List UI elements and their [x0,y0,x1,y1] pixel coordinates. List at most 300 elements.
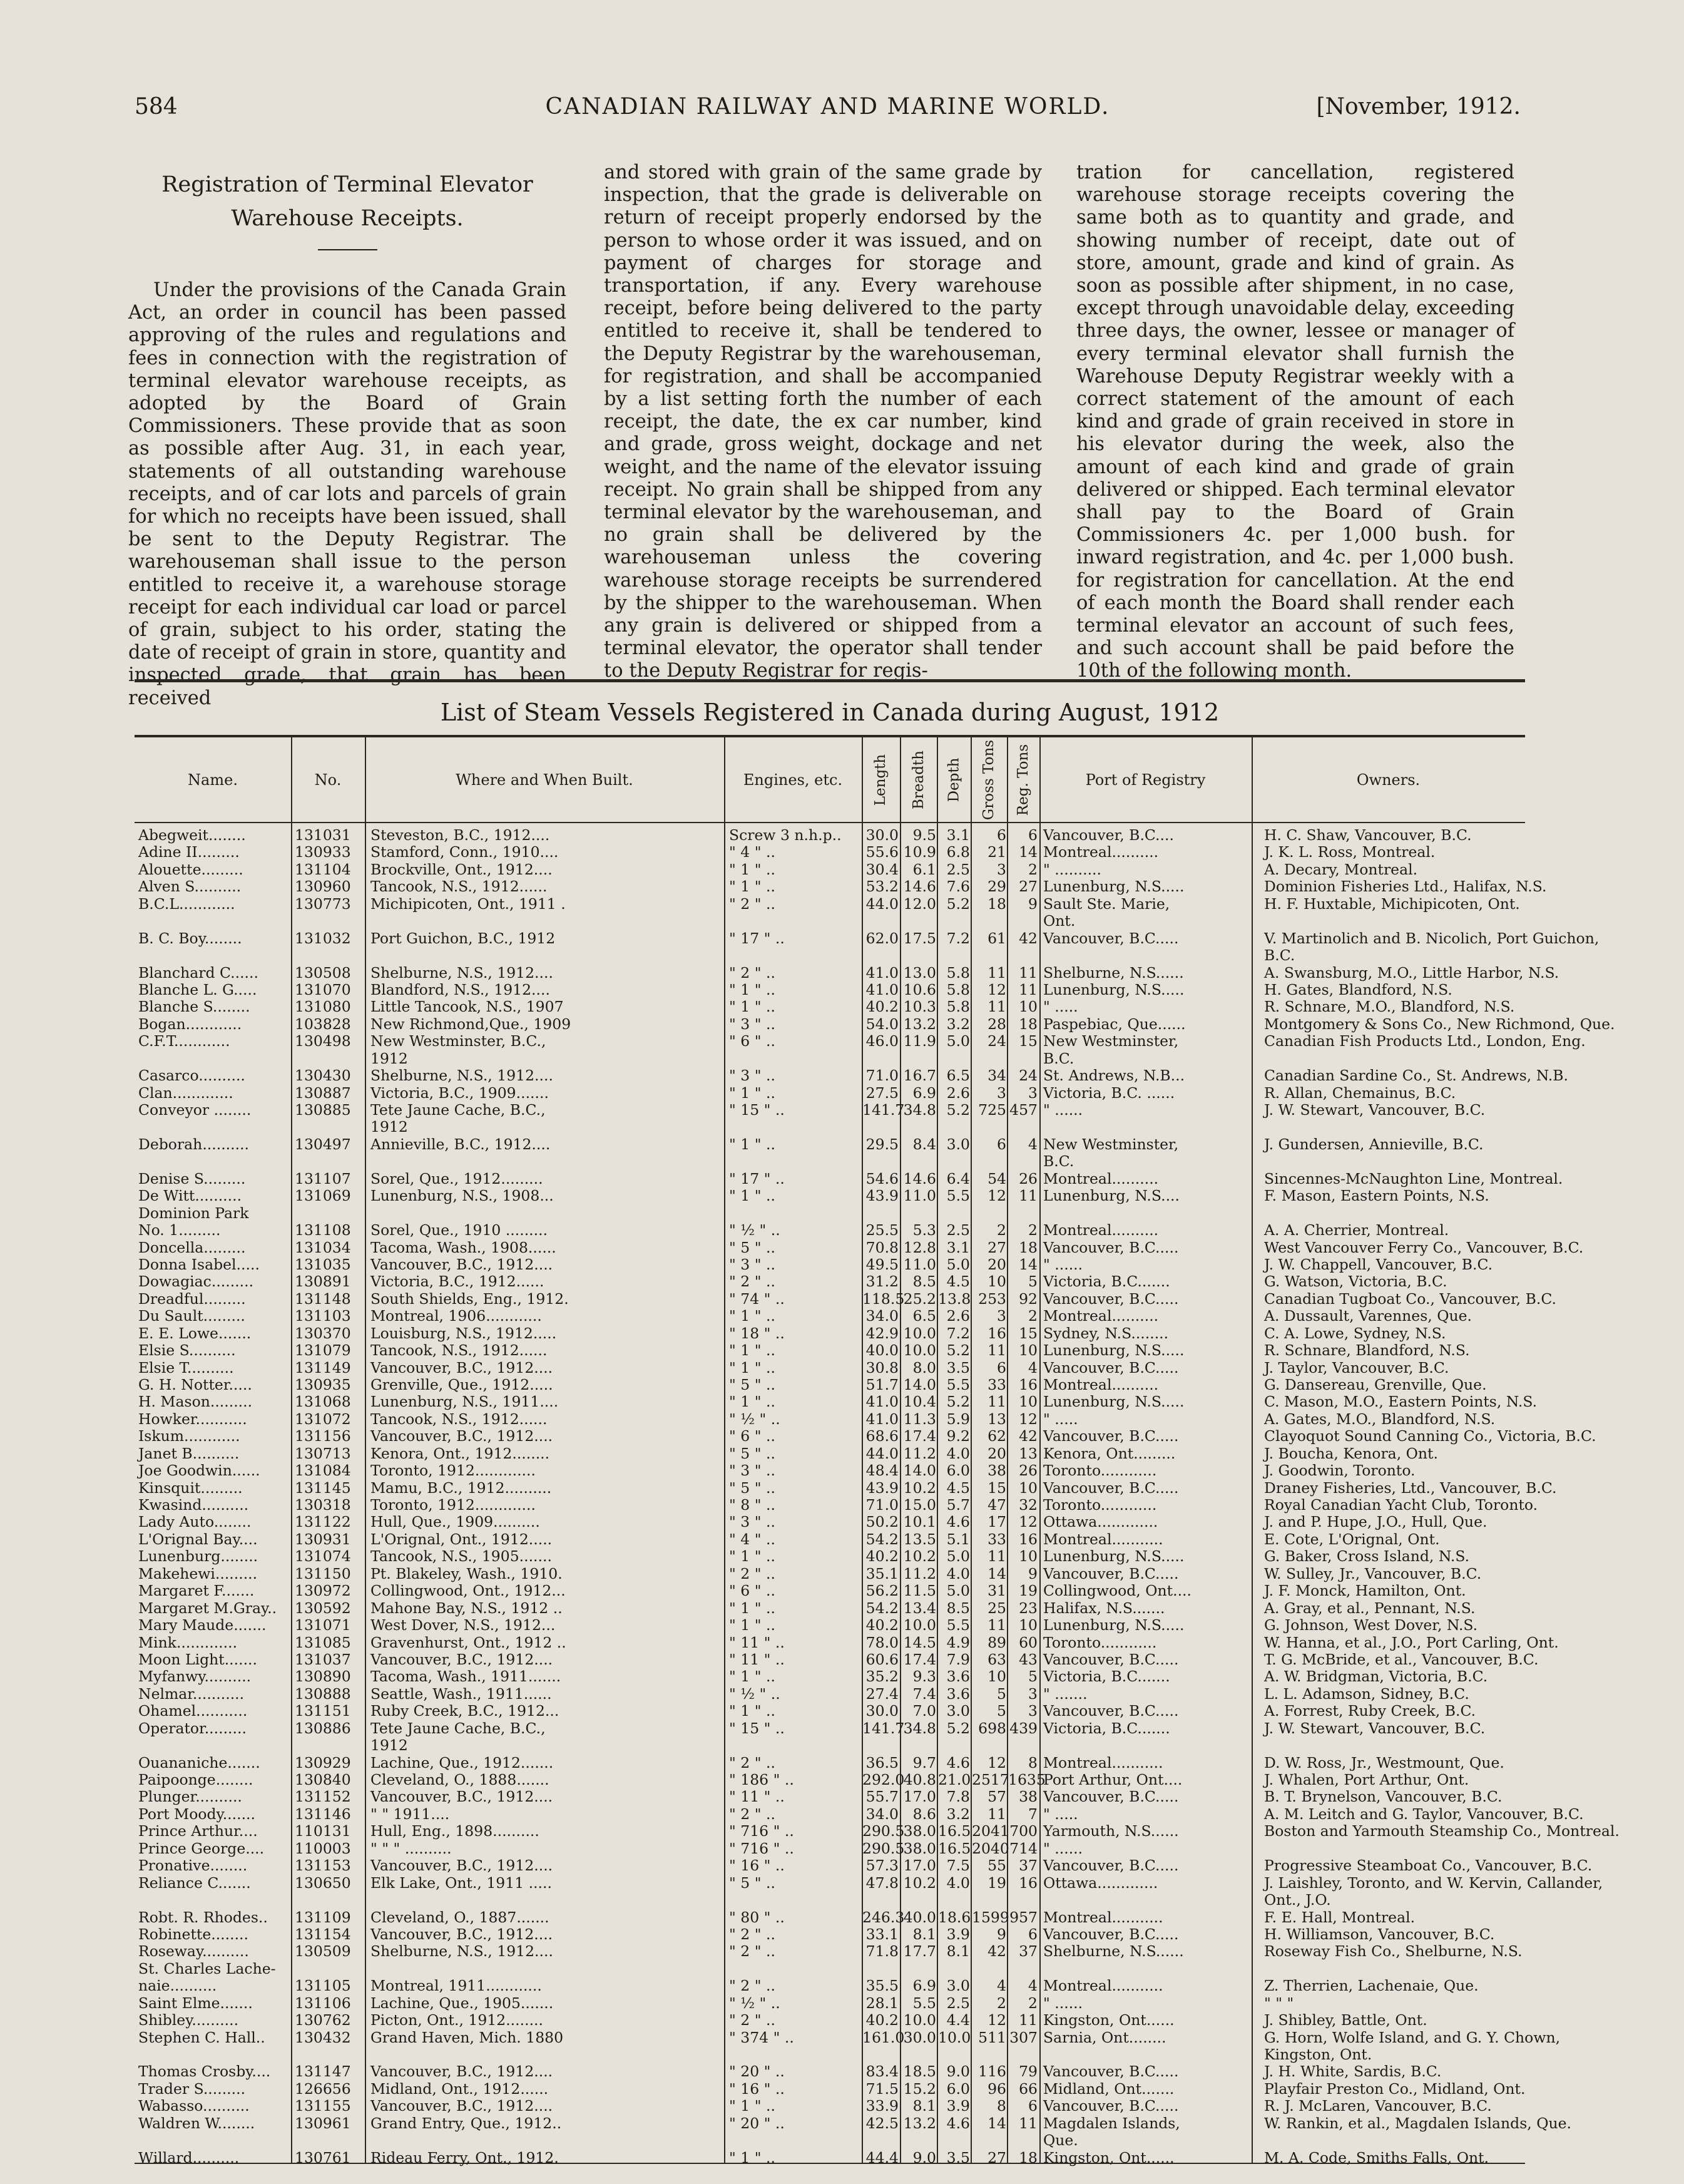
cell-dp: 3.5 [946,2148,970,2166]
cell-len: 54.2 [865,1599,899,1617]
cell-no: 130650 [295,1874,351,1892]
cell-where: Shelburne, N.S., 1912.... [370,1067,553,1085]
cell-gt: 18 [987,895,1006,913]
cell-where: Vancouver, B.C., 1912.... [370,2097,553,2115]
cell-own: J. Goodwin, Toronto. [1264,1462,1416,1480]
cell-dp: 3.1 [946,826,970,844]
cell-len: 34.0 [865,1307,899,1325]
cell-port: Shelburne, N.S...... [1043,1942,1184,1961]
cell-name: B.C.L............ [138,895,235,913]
cell-no: 130888 [295,1684,351,1703]
cell-where: Vancouver, B.C., 1912.... [370,1427,553,1445]
table-row [135,1273,1525,1289]
cell-len: 83.4 [865,2063,899,2081]
cell-eng: " 1 " .. [729,998,775,1016]
table-row [135,878,1547,896]
cell-port: Shelburne, N.S...... [1043,963,1184,982]
cell-no: 131085 [295,1633,351,1651]
cell-port: " ...... [1043,1101,1083,1119]
cell-eng: " 15 " .. [729,1101,785,1119]
cell-len: 33.9 [865,2097,899,2115]
cell-rt: 60 [1019,1633,1038,1651]
cell-gt: 96 [987,2079,1006,2098]
cell-no: 103828 [295,1015,351,1033]
cell-name: Iskum............ [138,1427,240,1445]
cell-own: A. Gray, et al., Pennant, N.S. [1264,1599,1476,1617]
cell-rt: 11 [1019,2114,1038,2132]
cell-own: Montgomery & Sons Co., New Richmond, Que. [1264,1015,1615,1033]
cell-name: Prince George.... [138,1839,265,1857]
cell-where: Picton, Ont., 1912........ [370,2011,543,2029]
cell-eng: Screw 3 n.h.p.. [729,826,842,844]
cell-own: V. Martinolich and B. Nicolich, Port Guichon, [1264,929,1600,947]
cell-port: Vancouver, B.C..... [1043,1479,1179,1497]
cell-own: R. Allan, Chemainus, B.C. [1264,1084,1456,1102]
cell-port: Vancouver, B.C..... [1043,1925,1179,1943]
cell-dp: 3.5 [946,1358,970,1377]
cell-gt: 31 [987,1582,1006,1600]
cell-br: 14.5 [903,1633,936,1651]
cell-len: 40.2 [865,998,899,1016]
cell-rt: 14 [1019,843,1038,861]
cell-gt: 33 [987,1530,1006,1548]
cell-gt: 9 [997,1925,1006,1943]
cell-no: 131079 [295,1341,351,1360]
cell-dp: 5.2 [946,1393,970,1411]
cell-br: 9.0 [912,2148,936,2166]
cell-port: Midland, Ont....... [1043,2079,1175,2098]
cell-port: Vancouver, B.C..... [1043,2097,1179,2115]
cell-eng: " 2 " .. [729,1805,775,1823]
cell-own: W. Sulley, Jr., Vancouver, B.C. [1264,1564,1482,1582]
cell-dp: 5.2 [946,1341,970,1360]
cell-port: Toronto............ [1043,1462,1157,1480]
cell-rt: 957 [1009,1908,1038,1926]
cell-len: 70.8 [865,1238,899,1256]
cell-len: 44.0 [865,1444,899,1462]
cell-br: 17.5 [903,929,936,947]
cell-own: Ont., J.O. [1264,1891,1331,1909]
cell-where: Seattle, Wash., 1911...... [370,1684,552,1703]
cell-len: 46.0 [865,1032,899,1050]
cell-no: 110131 [295,1822,351,1840]
cell-no: 110003 [295,1839,351,1857]
table-row [135,1926,1525,1942]
cell-where: Sorel, Que., 1912......... [370,1169,543,1187]
cell-port: Montreal........... [1043,1530,1163,1548]
cell-gt: 1599 [972,1908,1009,1926]
page-number: 584 [135,94,178,120]
table-row [135,1857,1593,1875]
cell-eng: " 1 " .. [729,1084,775,1102]
table-row [135,2046,1525,2063]
cell-eng: " 5 " .. [729,1874,775,1892]
cell-own: F. Mason, Eastern Points, N.S. [1264,1187,1489,1205]
cell-gt: 6 [997,1358,1006,1377]
cell-own: A. W. Bridgman, Victoria, B.C. [1264,1668,1488,1686]
cell-where: Louisburg, N.S., 1912..... [370,1324,557,1342]
cell-len: 141.7 [862,1101,905,1119]
table-body [135,823,1620,2166]
cell-no: 131104 [295,860,351,878]
cell-br: 14.0 [903,1375,936,1393]
cell-dp: 4.0 [946,1444,970,1462]
cell-where: Grand Haven, Mich. 1880 [370,2028,564,2046]
cell-where: Vancouver, B.C., 1912.... [370,1358,553,1377]
cell-br: 16.7 [903,1067,936,1085]
table-row [135,1462,1525,1479]
cell-eng: " ½ " .. [729,1410,780,1428]
cell-eng: " 1 " .. [729,1341,775,1360]
cell-len: 44.4 [865,2148,899,2166]
table-row [135,1617,1525,1633]
cell-own: J. W. Chappell, Vancouver, B.C. [1264,1255,1493,1273]
cell-where: New Richmond,Que., 1909 [370,1015,571,1033]
cell-port: New Westminster, [1043,1135,1179,1153]
cell-br: 12.0 [903,895,936,913]
cell-where: Vancouver, B.C., 1912.... [370,1925,553,1943]
cell-port: Ottawa............. [1043,1874,1158,1892]
table-row [135,1961,1525,1977]
cell-len: 40.2 [865,1547,899,1566]
cell-port: Vancouver, B.C..... [1043,2063,1179,2081]
cell-no: 131074 [295,1547,351,1566]
article-title-line-2: Warehouse Receipts. [231,206,464,231]
cell-port: Victoria, B.C....... [1043,1719,1170,1737]
cell-no: 131084 [295,1462,351,1480]
cell-gt: 20 [987,1444,1006,1462]
cell-name: Deborah.......... [138,1135,250,1153]
cell-where: " " " .......... [370,1839,452,1857]
cell-own: Z. Therrien, Lachenaie, Que. [1264,1977,1479,1995]
table-row [135,1205,1525,1221]
cell-name: Roseway.......... [138,1942,249,1961]
table-row [135,1788,1525,1805]
cell-where: 1912 [370,1118,408,1136]
table-row [135,2114,1571,2132]
cell-own: J. Gundersen, Annieville, B.C. [1264,1135,1484,1153]
cell-rt: 10 [1019,1393,1038,1411]
cell-gt: 10 [987,1668,1006,1686]
cell-gt: 57 [987,1788,1006,1806]
cell-name: Howker........... [138,1410,247,1428]
cell-gt: 62 [987,1427,1006,1445]
cell-br: 7.0 [912,1702,936,1720]
cell-where: Vancouver, B.C., 1912.... [370,1857,553,1875]
cell-port: Victoria, B.C. ...... [1043,1084,1175,1102]
cell-eng: " 1 " .. [729,1702,775,1720]
table-row [135,1050,1525,1067]
cell-no: 131037 [295,1650,351,1668]
cell-own: Canadian Tugboat Co., Vancouver, B.C. [1264,1289,1556,1308]
cell-rt: 3 [1028,1084,1038,1102]
table-row [135,844,1525,860]
cell-port: Ont. [1043,912,1076,930]
cell-port: Montreal........... [1043,1908,1163,1926]
cell-eng: " 6 " .. [729,1582,775,1600]
cell-rt: 11 [1019,1187,1038,1205]
cell-no: 130713 [295,1444,351,1462]
cell-no: 131148 [295,1289,351,1308]
cell-rt: 32 [1019,1496,1038,1514]
cell-port: Lunenburg, N.S..... [1043,980,1185,998]
cell-own: A. Forrest, Ruby Creek, B.C. [1264,1702,1476,1720]
header-reg-tons: Reg. Tons [1015,744,1032,816]
cell-len: 33.1 [865,1925,899,1943]
cell-where: Annieville, B.C., 1912.... [370,1135,551,1153]
cell-where: Tete Jaune Cache, B.C., [370,1101,546,1119]
cell-gt: 55 [987,1857,1006,1875]
cell-dp: 5.5 [946,1375,970,1393]
table-row [135,1805,1584,1823]
cell-rt: 13 [1019,1444,1038,1462]
cell-no: 130762 [295,2011,351,2029]
cell-len: 71.0 [865,1496,899,1514]
cell-len: 292.0 [862,1771,905,1788]
cell-br: 8.1 [912,2097,936,2115]
cell-gt: 27 [987,2148,1006,2166]
cell-eng: " 2 " .. [729,1942,775,1961]
cell-name: Reliance C....... [138,1874,251,1892]
table-row [135,1360,1525,1376]
cell-rt: 2 [1028,860,1038,878]
cell-dp: 9.2 [946,1427,970,1445]
cell-gt: 2041 [972,1822,1009,1840]
cell-len: 246.3 [862,1908,905,1926]
cell-name: Lunenburg........ [138,1547,258,1566]
cell-len: 57.3 [865,1857,899,1875]
table-row [135,1892,1525,1908]
cell-name: Janet B.......... [138,1444,240,1462]
cell-br: 9.5 [912,826,936,844]
cell-no: 131072 [295,1410,351,1428]
cell-no: 131080 [295,998,351,1016]
cell-gt: 11 [987,1393,1006,1411]
cell-name: Alven S.......... [138,878,242,896]
table-row [135,1600,1525,1616]
cell-len: 53.2 [865,878,899,896]
cell-port: Sydney, N.S........ [1043,1324,1169,1342]
table-row [135,2098,1525,2114]
cell-where: Lunenburg, N.S., 1908... [370,1187,554,1205]
cell-rt: 2 [1028,1994,1038,2012]
cell-own: A. Dussault, Varennes, Que. [1264,1307,1472,1325]
cell-no: 131034 [295,1238,351,1256]
cell-where: Kenora, Ont., 1912........ [370,1444,550,1462]
cell-port: Montreal........... [1043,1977,1163,1995]
cell-port: Ottawa............. [1043,1513,1158,1531]
cell-own: J. Taylor, Vancouver, B.C. [1264,1358,1449,1377]
cell-br: 7.4 [912,1684,936,1703]
cell-dp: 5.2 [946,1101,970,1119]
cell-own: J. Laishley, Toronto, and W. Kervin, Callander, [1264,1874,1603,1892]
table-row [135,1479,1557,1497]
journal-title: CANADIAN RAILWAY AND MARINE WORLD. [545,94,1110,120]
cell-name: Du Sault......... [138,1307,245,1325]
cell-where: Vancouver, B.C., 1912.... [370,1650,553,1668]
cell-len: 27.5 [865,1084,899,1102]
cell-gt: 2 [997,1994,1006,2012]
cell-where: Tacoma, Wash., 1911....... [370,1668,561,1686]
cell-len: 40.2 [865,1616,899,1634]
cell-len: 55.7 [865,1788,899,1806]
cell-eng: " 6 " .. [729,1427,775,1445]
table-row [135,1737,1525,1753]
cell-len: 51.7 [865,1375,899,1393]
table-row [135,1977,1525,1994]
cell-br: 6.1 [912,860,936,878]
cell-len: 30.4 [865,860,899,878]
cell-eng: " 374 " .. [729,2028,794,2046]
cell-len: 78.0 [865,1633,899,1651]
cell-no: 131103 [295,1307,351,1325]
cell-br: 6.9 [912,1084,936,1102]
cell-len: 41.0 [865,1393,899,1411]
cell-dp: 7.5 [946,1857,970,1875]
cell-no: 131145 [295,1479,351,1497]
table-row [135,1566,1525,1582]
header-owners: Owners. [1356,771,1421,789]
cell-where: Pt. Blakeley, Wash., 1910. [370,1564,563,1582]
cell-port: Lunenburg, N.S..... [1043,1393,1185,1411]
cell-where: 1912 [370,1736,408,1755]
cell-name: Alouette......... [138,860,243,878]
cell-name: Nelmar........... [138,1684,245,1703]
cell-dp: 8.1 [946,1942,970,1961]
cell-gt: 3 [997,1084,1006,1102]
cell-br: 10.0 [903,1341,936,1360]
cell-name: Pronative........ [138,1857,248,1875]
cell-no: 131149 [295,1358,351,1377]
cell-no: 131154 [295,1925,351,1943]
cell-own: G. Watson, Victoria, B.C. [1264,1273,1447,1291]
cell-dp: 7.9 [946,1650,970,1668]
cell-rt: 457 [1009,1101,1038,1119]
cell-no: 131108 [295,1221,351,1239]
cell-where: " " 1911.... [370,1805,450,1823]
cell-eng: " 8 " .. [729,1496,775,1514]
cell-name: Robt. R. Rhodes.. [138,1908,268,1926]
cell-where: Montreal, 1911............ [370,1977,542,1995]
cell-eng: " 5 " .. [729,1444,775,1462]
cell-no: 130508 [295,963,351,982]
cell-eng: " 6 " .. [729,1032,775,1050]
cell-where: Vancouver, B.C., 1912.... [370,1255,553,1273]
cell-port: Montreal.......... [1043,1169,1159,1187]
cell-gt: 28 [987,1015,1006,1033]
page-header [135,94,1521,131]
cell-gt: 253 [978,1289,1006,1308]
cell-no: 130972 [295,1582,351,1600]
cell-gt: 511 [978,2028,1006,2046]
cell-rt: 10 [1019,1547,1038,1566]
cell-no: 130929 [295,1753,351,1771]
cell-port: B.C. [1043,1049,1074,1067]
cell-name: Port Moody....... [138,1805,256,1823]
article-column-3 [1076,161,1514,683]
cell-dp: 3.6 [946,1668,970,1686]
cell-len: 56.2 [865,1582,899,1600]
cell-dp: 2.6 [946,1084,970,1102]
issue-date: [November, 1912. [1316,94,1521,120]
cell-own: L. L. Adamson, Sidney, B.C. [1264,1684,1469,1703]
cell-dp: 5.8 [946,980,970,998]
cell-dp: 3.9 [946,1925,970,1943]
table-row [135,1840,1525,1857]
cell-no: 130840 [295,1771,351,1788]
cell-dp: 4.5 [946,1273,970,1291]
cell-dp: 5.2 [946,895,970,913]
cell-where: Tancook, N.S., 1912...... [370,1410,548,1428]
cell-eng: " 4 " .. [729,843,775,861]
cell-port: Vancouver, B.C..... [1043,1289,1179,1308]
cell-len: 28.1 [865,1994,899,2012]
table-row [135,1771,1525,1788]
cell-no: 130430 [295,1067,351,1085]
cell-gt: 54 [987,1169,1006,1187]
cell-own: Playfair Preston Co., Midland, Ont. [1264,2079,1526,2098]
cell-rt: 42 [1019,929,1038,947]
cell-name: Prince Arthur.... [138,1822,258,1840]
cell-rt: 37 [1019,1942,1038,1961]
table-row [135,2081,1525,2097]
cell-len: 25.5 [865,1221,899,1239]
cell-gt: 5 [997,1684,1006,1703]
cell-gt: 11 [987,1805,1006,1823]
cell-dp: 4.6 [946,1753,970,1771]
cell-len: 68.6 [865,1427,899,1445]
cell-name: Mary Maude....... [138,1616,267,1634]
cell-br: 8.1 [912,1925,936,1943]
cell-br: 8.5 [912,1273,936,1291]
cell-dp: 6.0 [946,1462,970,1480]
section-rule [135,679,1525,682]
cell-where: Victoria, B.C., 1909....... [370,1084,549,1102]
cell-where: Sorel, Que., 1910 ......... [370,1221,548,1239]
cell-rt: 5 [1028,1273,1038,1291]
header-name: Name. [188,771,238,789]
cell-gt: 11 [987,1616,1006,1634]
table-row [135,1531,1525,1547]
cell-where: Stamford, Conn., 1910.... [370,843,559,861]
cell-len: 141.7 [862,1719,905,1737]
table-row [135,1102,1525,1118]
table-row [135,1393,1538,1411]
cell-eng: " 1 " .. [729,1187,775,1205]
cell-own: H. Gates, Blandford, N.S. [1264,980,1452,998]
cell-len: 42.9 [865,1324,899,1342]
cell-own: D. W. Ross, Jr., Westmount, Que. [1264,1753,1504,1771]
cell-no: 131035 [295,1255,351,1273]
cell-len: 42.5 [865,2114,899,2132]
cell-no: 130370 [295,1324,351,1342]
cell-name: Wabasso.......... [138,2097,250,2115]
cell-where: Shelburne, N.S., 1912.... [370,1942,553,1961]
cell-rt: 15 [1019,1032,1038,1050]
table-row [135,1289,1556,1308]
cell-no: 130886 [295,1719,351,1737]
cell-dp: 2.5 [946,860,970,878]
cell-rt: 66 [1019,2079,1038,2098]
cell-rt: 10 [1019,1616,1038,1634]
cell-port: Vancouver, B.C..... [1043,1702,1179,1720]
cell-br: 10.4 [903,1393,936,1411]
cell-dp: 4.6 [946,2114,970,2132]
cell-eng: " 16 " .. [729,1857,785,1875]
cell-port: Lunenburg, N.S..... [1043,878,1185,896]
cell-rt: 11 [1019,963,1038,982]
cell-eng: " ½ " .. [729,1684,780,1703]
